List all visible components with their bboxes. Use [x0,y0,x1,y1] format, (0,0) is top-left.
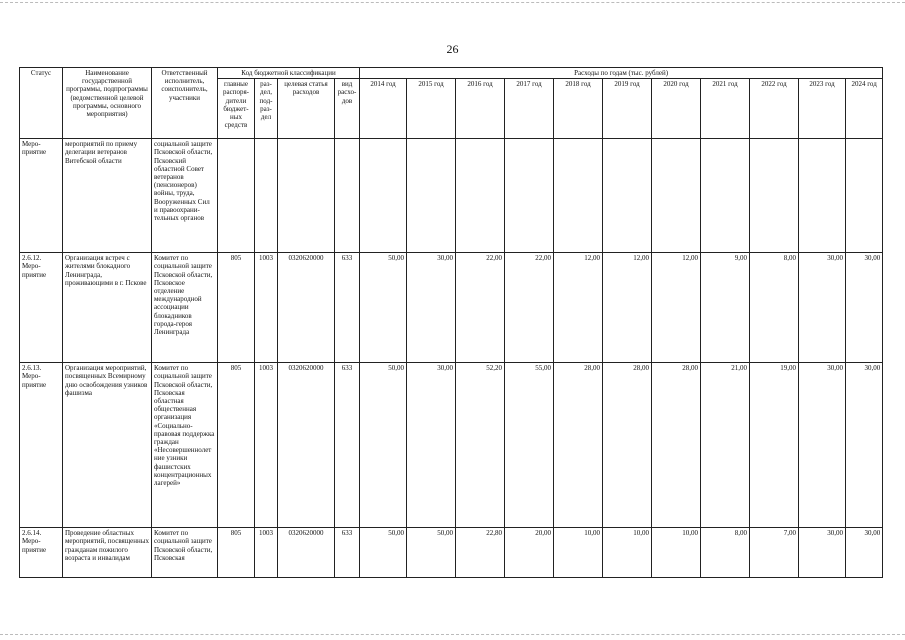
row-vr: 633 [335,363,360,528]
header-year: 2016 год [456,79,505,139]
row-csr [278,139,335,253]
row-year-value: 28,00 [603,363,652,528]
header-year: 2021 год [701,79,750,139]
row-year-value: 28,00 [554,363,603,528]
row-year-value [505,139,554,253]
row-year-value: 30,00 [799,528,846,578]
row-year-value: 10,00 [603,528,652,578]
table-row [20,139,883,253]
header-name: Наименование государственной программы, подпрограммы (ведомственной целевой программы, основного мероприятия) [63,68,152,139]
row-grbs: 805 [218,253,255,363]
row-name: мероприятий по приему делегации ветеранов Витебской области [63,139,152,253]
row-razdel: 1003 [255,363,278,528]
header-year: 2017 год [505,79,554,139]
row-executor: Комитет по социальной защите Псковской области, Псковская областная общественная организация «Социально-правовая поддержка граждан «Несовершеннолетние узники фашистских концентрационных лагерей» [152,363,218,528]
row-status: Меро-приятие [20,139,63,253]
row-year-value: 22,80 [456,528,505,578]
header-vr: вид расхо-дов [335,79,360,139]
expenses-table [19,67,883,578]
row-year-value [360,139,407,253]
row-year-value [701,139,750,253]
row-year-value [554,139,603,253]
row-year-value: 28,00 [652,363,701,528]
row-executor: социальной защите Псковской области, Псковский областной Совет ветеранов (пенсионеров) войны, труда, Вооруженных Сил и правоохрани-тельных органов [152,139,218,253]
header-year: 2020 год [652,79,701,139]
header-year: 2015 год [407,79,456,139]
row-year-value: 20,00 [505,528,554,578]
row-year-value: 22,00 [505,253,554,363]
row-year-value: 8,00 [701,528,750,578]
header-executor: Ответственный исполнитель, соисполнитель, участники [152,68,218,139]
row-year-value: 30,00 [846,363,883,528]
header-year: 2023 год [799,79,846,139]
row-year-value: 10,00 [554,528,603,578]
row-year-value: 30,00 [846,253,883,363]
header-expenses: Расходы по годам (тыс. рублей) [360,68,883,79]
row-grbs [218,139,255,253]
header-year: 2018 год [554,79,603,139]
row-vr [335,139,360,253]
row-year-value: 21,00 [701,363,750,528]
header-year: 2024 год [846,79,883,139]
row-year-value [750,139,799,253]
row-razdel [255,139,278,253]
row-year-value [456,139,505,253]
row-year-value: 52,20 [456,363,505,528]
table-row [20,253,883,363]
row-year-value: 50,00 [360,253,407,363]
row-year-value: 22,00 [456,253,505,363]
row-name: Организация встреч с жителями блокадного Ленинграда, проживающими в г. Пскове [63,253,152,363]
top-scan-edge [0,2,905,3]
header-year: 2014 год [360,79,407,139]
row-year-value: 12,00 [554,253,603,363]
row-year-value [652,139,701,253]
header-csr: целевая статья расходов [278,79,335,139]
header-grbs: главные распоря-дители бюджет-ных средств [218,79,255,139]
row-year-value: 9,00 [701,253,750,363]
table-row [20,363,883,528]
row-vr: 633 [335,253,360,363]
row-year-value: 50,00 [360,363,407,528]
row-year-value [846,139,883,253]
row-razdel: 1003 [255,528,278,578]
row-vr: 633 [335,528,360,578]
row-year-value: 10,00 [652,528,701,578]
page-number: 26 [446,42,459,56]
row-year-value: 19,00 [750,363,799,528]
header-year: 2019 год [603,79,652,139]
row-status: 2.6.12. Меро-приятие [20,253,63,363]
row-grbs: 805 [218,363,255,528]
header-year: 2022 год [750,79,799,139]
header-status: Статус [20,68,63,139]
row-executor: Комитет по социальной защите Псковской области, Псковское отделение международной ассоциации блокадников города-героя Ленинграда [152,253,218,363]
row-year-value [407,139,456,253]
row-year-value: 7,00 [750,528,799,578]
row-grbs: 805 [218,528,255,578]
row-year-value: 30,00 [799,253,846,363]
row-year-value: 50,00 [360,528,407,578]
row-csr: 0320620000 [278,363,335,528]
row-year-value: 30,00 [846,528,883,578]
bottom-scan-edge [0,634,905,635]
header-razdel: раз-дел, под-раз-дел [255,79,278,139]
row-csr: 0320620000 [278,253,335,363]
row-status: 2.6.14. Меро-приятие [20,528,63,578]
row-year-value: 30,00 [407,253,456,363]
row-name: Проведение областных мероприятий, посвященных гражданам пожилого возраста и инвалидам [63,528,152,578]
row-razdel: 1003 [255,253,278,363]
row-year-value: 55,00 [505,363,554,528]
row-executor: Комитет по социальной защите Псковской области, Псковская [152,528,218,578]
table-row [20,528,883,578]
row-year-value: 8,00 [750,253,799,363]
header-budget-code: Код бюджетной классификации [218,68,360,79]
row-year-value [799,139,846,253]
row-year-value [603,139,652,253]
row-year-value: 50,00 [407,528,456,578]
row-csr: 0320620000 [278,528,335,578]
row-year-value: 30,00 [799,363,846,528]
row-year-value: 30,00 [407,363,456,528]
row-name: Организация мероприятий, посвященных Всемирному дню освобождения узников фашизма [63,363,152,528]
row-year-value: 12,00 [652,253,701,363]
row-year-value: 12,00 [603,253,652,363]
row-status: 2.6.13. Меро-приятие [20,363,63,528]
